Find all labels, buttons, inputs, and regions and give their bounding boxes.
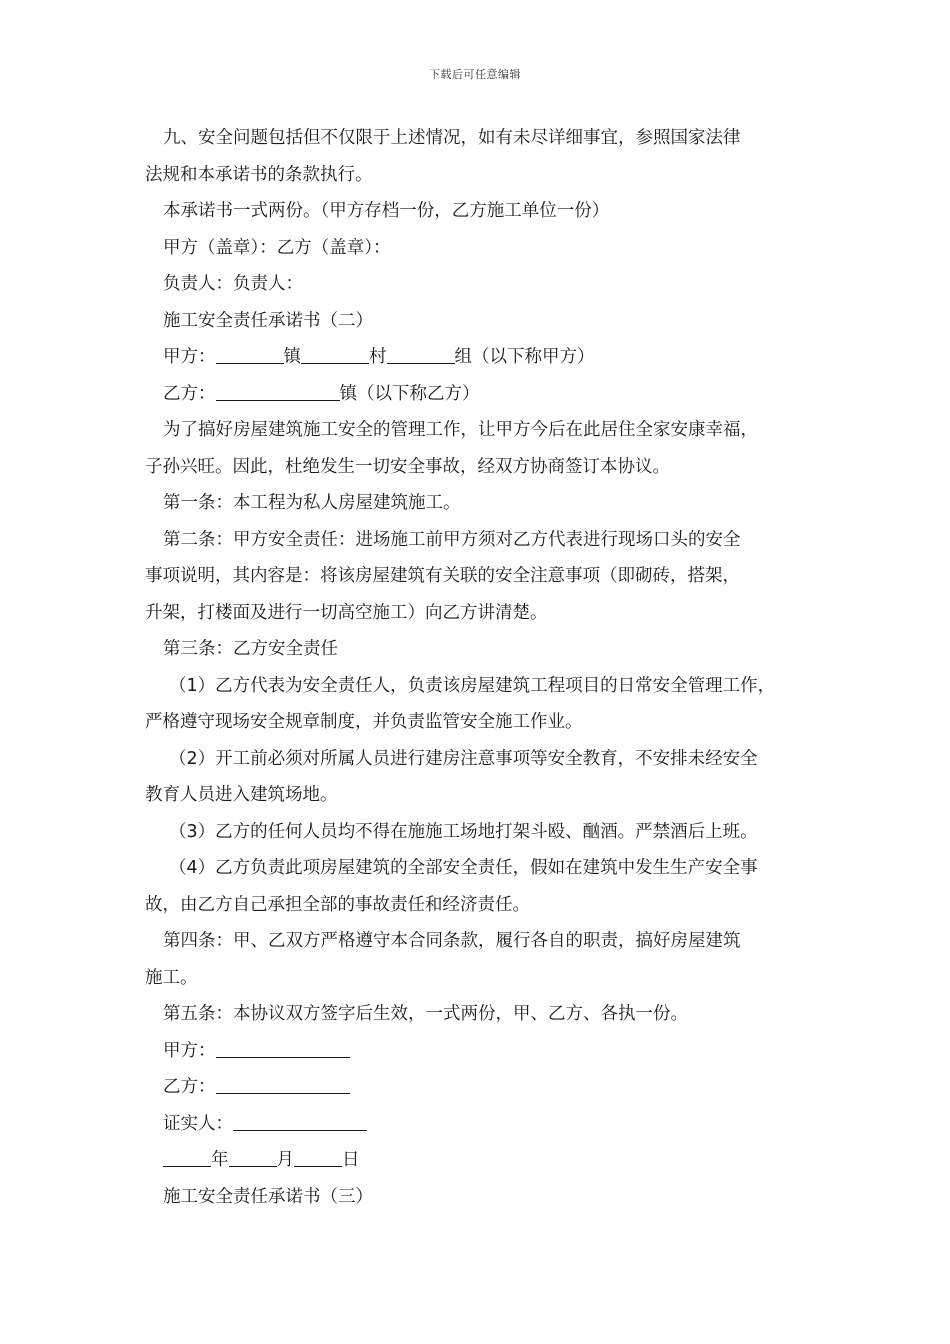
paragraph-line: 负责人：负责人： (163, 274, 303, 294)
page-header: 下载后可任意编辑 (429, 68, 521, 81)
blank-line (216, 382, 340, 401)
article-5: 第五条：本协议双方签字后生效，一式两份，甲、乙方、各执一份。 (163, 1004, 688, 1024)
group-label: 组（以下称甲方） (454, 347, 595, 367)
article-1: 第一条：本工程为私人房屋建筑施工。 (163, 493, 461, 513)
article-3: 第三条：乙方安全责任 (163, 639, 338, 659)
party-a-label: 甲方： (163, 347, 216, 367)
paragraph-line: 甲方（盖章）：乙方（盖章）： (163, 237, 391, 258)
blank-line (387, 345, 455, 364)
paragraph-line: 严格遵守现场安全规章制度，并负责监管安全施工作业。 (145, 712, 583, 732)
paragraph-line: 故，由乙方自己承担全部的事故责任和经济责任。 (145, 894, 530, 915)
year-blank (163, 1148, 211, 1167)
village-label: 村 (369, 347, 387, 367)
party-b-label: 乙方： (163, 383, 216, 404)
party-b-line (145, 376, 825, 413)
paragraph-line: 事项说明，其内容是：将该房屋建筑有关联的安全注意事项（即砌砖，搭架， (145, 566, 740, 586)
date-line (145, 1142, 825, 1179)
year-label: 年 (211, 1150, 229, 1170)
town-label: 镇（以下称乙方） (339, 383, 480, 404)
signature-blank (216, 1039, 350, 1058)
signature-party-b (145, 1069, 825, 1106)
section-title: 施工安全责任承诺书（二） (163, 310, 373, 331)
signature-blank (233, 1112, 367, 1131)
clause-1: （1）乙方代表为安全责任人，负责该房屋建筑工程项目的日常安全管理工作， (169, 675, 776, 696)
paragraph-line: 为了搞好房屋建筑施工安全的管理工作，让甲方今后在此居住全家安康幸福， (163, 420, 758, 440)
section-title: 施工安全责任承诺书（三） (163, 1186, 373, 1207)
paragraph-line: 教育人员进入建筑场地。 (145, 785, 338, 805)
article-4: 第四条：甲、乙双方严格遵守本合同条款，履行各自的职责，搞好房屋建筑 (163, 931, 741, 951)
month-label: 月 (276, 1150, 294, 1170)
clause-4: （4）乙方负责此项房屋建筑的全部安全责任，假如在建筑中发生生产安全事 (169, 858, 758, 878)
signature-party-a (145, 1033, 825, 1070)
month-blank (229, 1148, 277, 1167)
clause-2: （2）开工前必须对所属人员进行建房注意事项等安全教育，不安排未经安全 (169, 748, 758, 769)
day-blank (294, 1148, 342, 1167)
signature-label: 甲方： (163, 1040, 216, 1061)
party-a-line (145, 339, 825, 376)
signature-label: 乙方： (163, 1077, 216, 1097)
signature-witness (145, 1106, 825, 1143)
day-label: 日 (342, 1150, 360, 1170)
paragraph-line: 升架，打楼面及进行一切高空施工）向乙方讲清楚。 (145, 602, 548, 623)
document-body (145, 120, 825, 1215)
paragraph-line: 本承诺书一式两份。（甲方存档一份，乙方施工单位一份） (163, 201, 610, 221)
signature-label: 证实人： (163, 1113, 233, 1134)
clause-3: （3）乙方的任何人员均不得在施施工场地打架斗殴、酗酒。严禁酒后上班。 (169, 821, 758, 842)
blank-line (301, 345, 369, 364)
blank-line (216, 345, 284, 364)
paragraph-line: 法规和本承诺书的条款执行。 (145, 164, 373, 185)
town-label: 镇 (283, 347, 301, 367)
paragraph-line: 九、安全问题包括但不仅限于上述情况，如有未尽详细事宜，参照国家法律 (163, 128, 741, 148)
paragraph-line: 子孙兴旺。因此，杜绝发生一切安全事故，经双方协商签订本协议。 (145, 456, 670, 477)
paragraph-line: 施工。 (145, 967, 198, 988)
article-2: 第二条：甲方安全责任：进场施工前甲方须对乙方代表进行现场口头的安全 (163, 529, 741, 550)
signature-blank (216, 1075, 350, 1094)
